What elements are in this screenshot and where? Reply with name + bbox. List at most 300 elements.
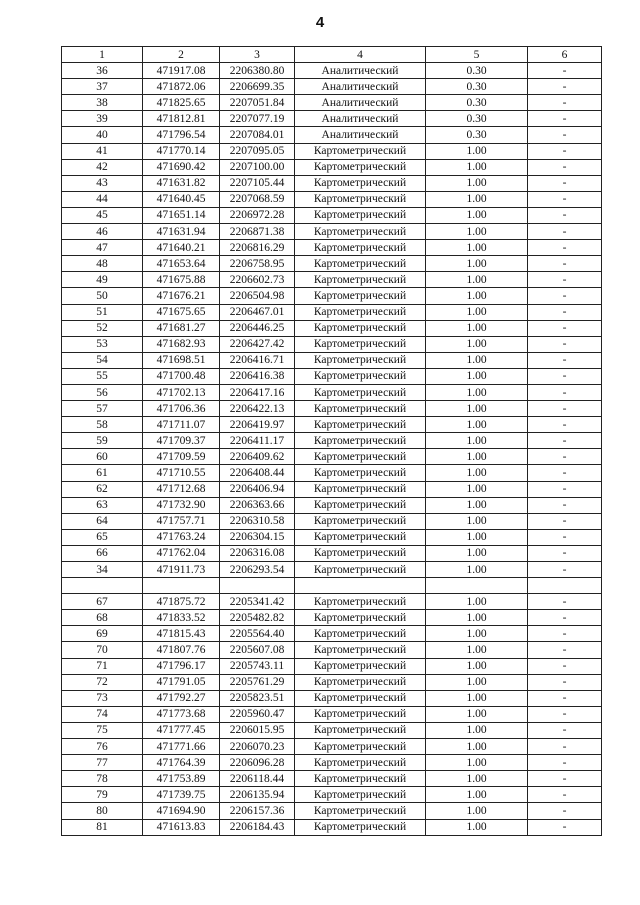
note-cell: - bbox=[528, 545, 602, 561]
y-coordinate-cell: 2206408.44 bbox=[220, 465, 295, 481]
table-row bbox=[62, 433, 602, 449]
point-number-cell: 55 bbox=[62, 368, 143, 384]
page-number: 4 bbox=[315, 14, 325, 31]
method-cell: Картометрический bbox=[295, 626, 426, 642]
x-coordinate-cell: 471709.59 bbox=[143, 449, 220, 465]
accuracy-cell: 1.00 bbox=[426, 401, 528, 417]
note-cell: - bbox=[528, 111, 602, 127]
method-cell: Картометрический bbox=[295, 529, 426, 545]
x-coordinate-cell: 471833.52 bbox=[143, 610, 220, 626]
method-cell: Картометрический bbox=[295, 594, 426, 610]
note-cell: - bbox=[528, 610, 602, 626]
point-number-cell: 47 bbox=[62, 240, 143, 256]
accuracy-cell: 1.00 bbox=[426, 288, 528, 304]
table-row bbox=[62, 352, 602, 368]
table-row bbox=[62, 401, 602, 417]
y-coordinate-cell: 2206157.36 bbox=[220, 803, 295, 819]
point-number-cell: 61 bbox=[62, 465, 143, 481]
y-coordinate-cell: 2206096.28 bbox=[220, 755, 295, 771]
method-cell: Картометрический bbox=[295, 143, 426, 159]
y-coordinate-cell: 2205960.47 bbox=[220, 706, 295, 722]
accuracy-cell: 1.00 bbox=[426, 304, 528, 320]
column-header: 1 bbox=[62, 47, 143, 63]
method-cell: Картометрический bbox=[295, 224, 426, 240]
method-cell: Картометрический bbox=[295, 771, 426, 787]
note-cell: - bbox=[528, 272, 602, 288]
x-coordinate-cell: 471710.55 bbox=[143, 465, 220, 481]
note-cell: - bbox=[528, 143, 602, 159]
accuracy-cell: 1.00 bbox=[426, 642, 528, 658]
accuracy-cell: 0.30 bbox=[426, 63, 528, 79]
accuracy-cell: 1.00 bbox=[426, 175, 528, 191]
x-coordinate-cell: 471773.68 bbox=[143, 706, 220, 722]
method-cell: Картометрический bbox=[295, 706, 426, 722]
accuracy-cell: 1.00 bbox=[426, 336, 528, 352]
y-coordinate-cell: 2206015.95 bbox=[220, 722, 295, 738]
accuracy-cell: 1.00 bbox=[426, 191, 528, 207]
x-coordinate-cell: 471682.93 bbox=[143, 336, 220, 352]
table-row bbox=[62, 111, 602, 127]
y-coordinate-cell: 2205823.51 bbox=[220, 690, 295, 706]
point-number-cell: 73 bbox=[62, 690, 143, 706]
table-row bbox=[62, 207, 602, 223]
point-number-cell: 42 bbox=[62, 159, 143, 175]
method-cell: Картометрический bbox=[295, 401, 426, 417]
table-row bbox=[62, 63, 602, 79]
note-cell: - bbox=[528, 336, 602, 352]
x-coordinate-cell: 471763.24 bbox=[143, 529, 220, 545]
x-coordinate-cell: 471712.68 bbox=[143, 481, 220, 497]
point-number-cell: 40 bbox=[62, 127, 143, 143]
x-coordinate-cell: 471757.71 bbox=[143, 513, 220, 529]
y-coordinate-cell: 2207084.01 bbox=[220, 127, 295, 143]
note-cell: - bbox=[528, 771, 602, 787]
note-cell: - bbox=[528, 159, 602, 175]
note-cell: - bbox=[528, 256, 602, 272]
table-row bbox=[62, 95, 602, 111]
y-coordinate-cell: 2206310.58 bbox=[220, 513, 295, 529]
table-row bbox=[62, 417, 602, 433]
table-row bbox=[62, 739, 602, 755]
note-cell: - bbox=[528, 706, 602, 722]
point-number-cell: 52 bbox=[62, 320, 143, 336]
accuracy-cell: 1.00 bbox=[426, 594, 528, 610]
table-row bbox=[62, 658, 602, 674]
accuracy-cell: 0.30 bbox=[426, 111, 528, 127]
y-coordinate-cell: 2206419.97 bbox=[220, 417, 295, 433]
note-cell: - bbox=[528, 175, 602, 191]
y-coordinate-cell: 2206699.35 bbox=[220, 79, 295, 95]
table-row bbox=[62, 610, 602, 626]
point-number-cell: 50 bbox=[62, 288, 143, 304]
point-number-cell: 74 bbox=[62, 706, 143, 722]
x-coordinate-cell: 471732.90 bbox=[143, 497, 220, 513]
note-cell: - bbox=[528, 642, 602, 658]
point-number-cell: 49 bbox=[62, 272, 143, 288]
accuracy-cell: 1.00 bbox=[426, 690, 528, 706]
note-cell: - bbox=[528, 497, 602, 513]
y-coordinate-cell: 2206504.98 bbox=[220, 288, 295, 304]
method-cell: Картометрический bbox=[295, 256, 426, 272]
point-number-cell: 70 bbox=[62, 642, 143, 658]
accuracy-cell: 1.00 bbox=[426, 610, 528, 626]
table-row bbox=[62, 819, 602, 835]
method-cell: Картометрический bbox=[295, 658, 426, 674]
accuracy-cell: 1.00 bbox=[426, 658, 528, 674]
point-number-cell: 48 bbox=[62, 256, 143, 272]
point-number-cell: 76 bbox=[62, 739, 143, 755]
point-number-cell: 60 bbox=[62, 449, 143, 465]
note-cell: - bbox=[528, 449, 602, 465]
point-number-cell: 45 bbox=[62, 207, 143, 223]
method-cell: Картометрический bbox=[295, 481, 426, 497]
x-coordinate-cell: 471872.06 bbox=[143, 79, 220, 95]
column-header: 2 bbox=[143, 47, 220, 63]
y-coordinate-cell: 2206316.08 bbox=[220, 545, 295, 561]
point-number-cell: 56 bbox=[62, 384, 143, 400]
method-cell: Картометрический bbox=[295, 304, 426, 320]
accuracy-cell: 1.00 bbox=[426, 143, 528, 159]
point-number-cell: 54 bbox=[62, 352, 143, 368]
accuracy-cell bbox=[426, 578, 528, 594]
accuracy-cell: 1.00 bbox=[426, 240, 528, 256]
point-number-cell: 62 bbox=[62, 481, 143, 497]
method-cell: Картометрический bbox=[295, 755, 426, 771]
method-cell: Картометрический bbox=[295, 674, 426, 690]
x-coordinate-cell: 471777.45 bbox=[143, 722, 220, 738]
x-coordinate-cell: 471875.72 bbox=[143, 594, 220, 610]
y-coordinate-cell: 2206184.43 bbox=[220, 819, 295, 835]
accuracy-cell: 1.00 bbox=[426, 562, 528, 578]
note-cell: - bbox=[528, 417, 602, 433]
note-cell: - bbox=[528, 352, 602, 368]
method-cell: Картометрический bbox=[295, 240, 426, 256]
table-row bbox=[62, 722, 602, 738]
note-cell: - bbox=[528, 240, 602, 256]
method-cell: Картометрический bbox=[295, 175, 426, 191]
y-coordinate-cell: 2205761.29 bbox=[220, 674, 295, 690]
accuracy-cell: 1.00 bbox=[426, 819, 528, 835]
note-cell: - bbox=[528, 690, 602, 706]
x-coordinate-cell: 471676.21 bbox=[143, 288, 220, 304]
y-coordinate-cell: 2206304.15 bbox=[220, 529, 295, 545]
table-row bbox=[62, 497, 602, 513]
y-coordinate-cell: 2206118.44 bbox=[220, 771, 295, 787]
note-cell: - bbox=[528, 224, 602, 240]
y-coordinate-cell: 2206411.17 bbox=[220, 433, 295, 449]
note-cell: - bbox=[528, 320, 602, 336]
point-number-cell: 69 bbox=[62, 626, 143, 642]
accuracy-cell: 1.00 bbox=[426, 465, 528, 481]
table-row bbox=[62, 465, 602, 481]
method-cell: Картометрический bbox=[295, 368, 426, 384]
note-cell: - bbox=[528, 127, 602, 143]
y-coordinate-cell: 2206446.25 bbox=[220, 320, 295, 336]
x-coordinate-cell: 471762.04 bbox=[143, 545, 220, 561]
x-coordinate-cell: 471651.14 bbox=[143, 207, 220, 223]
method-cell: Картометрический bbox=[295, 417, 426, 433]
column-header: 5 bbox=[426, 47, 528, 63]
y-coordinate-cell: 2206380.80 bbox=[220, 63, 295, 79]
point-number-cell: 65 bbox=[62, 529, 143, 545]
x-coordinate-cell: 471771.66 bbox=[143, 739, 220, 755]
table-body bbox=[62, 63, 602, 836]
method-cell: Картометрический bbox=[295, 562, 426, 578]
accuracy-cell: 1.00 bbox=[426, 368, 528, 384]
y-coordinate-cell: 2205564.40 bbox=[220, 626, 295, 642]
y-coordinate-cell: 2206871.38 bbox=[220, 224, 295, 240]
x-coordinate-cell: 471631.82 bbox=[143, 175, 220, 191]
table-row bbox=[62, 706, 602, 722]
y-coordinate-cell: 2207077.19 bbox=[220, 111, 295, 127]
note-cell: - bbox=[528, 191, 602, 207]
point-number-cell: 57 bbox=[62, 401, 143, 417]
note-cell: - bbox=[528, 819, 602, 835]
method-cell: Картометрический bbox=[295, 610, 426, 626]
x-coordinate-cell: 471706.36 bbox=[143, 401, 220, 417]
table-row bbox=[62, 191, 602, 207]
method-cell: Картометрический bbox=[295, 642, 426, 658]
accuracy-cell: 1.00 bbox=[426, 224, 528, 240]
accuracy-cell: 1.00 bbox=[426, 352, 528, 368]
note-cell: - bbox=[528, 594, 602, 610]
y-coordinate-cell: 2206293.54 bbox=[220, 562, 295, 578]
note-cell: - bbox=[528, 63, 602, 79]
x-coordinate-cell: 471796.54 bbox=[143, 127, 220, 143]
x-coordinate-cell: 471711.07 bbox=[143, 417, 220, 433]
y-coordinate-cell: 2207105.44 bbox=[220, 175, 295, 191]
note-cell: - bbox=[528, 513, 602, 529]
accuracy-cell: 1.00 bbox=[426, 739, 528, 755]
y-coordinate-cell: 2207051.84 bbox=[220, 95, 295, 111]
accuracy-cell: 1.00 bbox=[426, 529, 528, 545]
point-number-cell: 44 bbox=[62, 191, 143, 207]
y-coordinate-cell: 2206409.62 bbox=[220, 449, 295, 465]
accuracy-cell: 1.00 bbox=[426, 706, 528, 722]
note-cell: - bbox=[528, 368, 602, 384]
table-row bbox=[62, 288, 602, 304]
note-cell: - bbox=[528, 384, 602, 400]
method-cell: Картометрический bbox=[295, 159, 426, 175]
note-cell: - bbox=[528, 95, 602, 111]
table-row bbox=[62, 272, 602, 288]
point-number-cell: 53 bbox=[62, 336, 143, 352]
note-cell: - bbox=[528, 755, 602, 771]
x-coordinate-cell: 471739.75 bbox=[143, 787, 220, 803]
table-row bbox=[62, 159, 602, 175]
note-cell: - bbox=[528, 803, 602, 819]
table-row bbox=[62, 529, 602, 545]
coordinates-table bbox=[61, 46, 602, 836]
method-cell: Картометрический bbox=[295, 465, 426, 481]
column-header: 3 bbox=[220, 47, 295, 63]
table-row bbox=[62, 143, 602, 159]
method-cell: Аналитический bbox=[295, 63, 426, 79]
y-coordinate-cell: 2205743.11 bbox=[220, 658, 295, 674]
accuracy-cell: 1.00 bbox=[426, 159, 528, 175]
method-cell: Картометрический bbox=[295, 739, 426, 755]
accuracy-cell: 1.00 bbox=[426, 384, 528, 400]
table-header-row bbox=[62, 47, 602, 63]
x-coordinate-cell: 471613.83 bbox=[143, 819, 220, 835]
method-cell: Картометрический bbox=[295, 207, 426, 223]
y-coordinate-cell: 2205482.82 bbox=[220, 610, 295, 626]
table-row bbox=[62, 594, 602, 610]
table-row bbox=[62, 449, 602, 465]
accuracy-cell: 1.00 bbox=[426, 722, 528, 738]
accuracy-cell: 1.00 bbox=[426, 787, 528, 803]
point-number-cell: 58 bbox=[62, 417, 143, 433]
x-coordinate-cell: 471694.90 bbox=[143, 803, 220, 819]
method-cell: Картометрический bbox=[295, 449, 426, 465]
accuracy-cell: 1.00 bbox=[426, 513, 528, 529]
x-coordinate-cell: 471764.39 bbox=[143, 755, 220, 771]
note-cell: - bbox=[528, 658, 602, 674]
x-coordinate-cell: 471709.37 bbox=[143, 433, 220, 449]
x-coordinate-cell: 471640.21 bbox=[143, 240, 220, 256]
method-cell bbox=[295, 578, 426, 594]
method-cell: Картометрический bbox=[295, 320, 426, 336]
method-cell: Картометрический bbox=[295, 803, 426, 819]
note-cell: - bbox=[528, 207, 602, 223]
x-coordinate-cell: 471700.48 bbox=[143, 368, 220, 384]
y-coordinate-cell: 2206417.16 bbox=[220, 384, 295, 400]
note-cell: - bbox=[528, 739, 602, 755]
method-cell: Картометрический bbox=[295, 384, 426, 400]
y-coordinate-cell: 2206602.73 bbox=[220, 272, 295, 288]
table-row bbox=[62, 175, 602, 191]
point-number-cell: 46 bbox=[62, 224, 143, 240]
accuracy-cell: 1.00 bbox=[426, 207, 528, 223]
method-cell: Картометрический bbox=[295, 722, 426, 738]
accuracy-cell: 1.00 bbox=[426, 771, 528, 787]
note-cell: - bbox=[528, 722, 602, 738]
x-coordinate-cell: 471681.27 bbox=[143, 320, 220, 336]
x-coordinate-cell: 471812.81 bbox=[143, 111, 220, 127]
method-cell: Картометрический bbox=[295, 497, 426, 513]
x-coordinate-cell: 471770.14 bbox=[143, 143, 220, 159]
point-number-cell: 43 bbox=[62, 175, 143, 191]
accuracy-cell: 1.00 bbox=[426, 545, 528, 561]
table-row bbox=[62, 578, 602, 594]
method-cell: Картометрический bbox=[295, 433, 426, 449]
accuracy-cell: 1.00 bbox=[426, 803, 528, 819]
x-coordinate-cell: 471791.05 bbox=[143, 674, 220, 690]
table-row bbox=[62, 240, 602, 256]
note-cell: - bbox=[528, 787, 602, 803]
point-number-cell: 79 bbox=[62, 787, 143, 803]
table-row bbox=[62, 562, 602, 578]
table-row bbox=[62, 127, 602, 143]
point-number-cell: 36 bbox=[62, 63, 143, 79]
y-coordinate-cell: 2205341.42 bbox=[220, 594, 295, 610]
x-coordinate-cell: 471675.88 bbox=[143, 272, 220, 288]
note-cell: - bbox=[528, 626, 602, 642]
point-number-cell: 38 bbox=[62, 95, 143, 111]
note-cell: - bbox=[528, 465, 602, 481]
method-cell: Картометрический bbox=[295, 352, 426, 368]
table-row bbox=[62, 642, 602, 658]
point-number-cell: 39 bbox=[62, 111, 143, 127]
x-coordinate-cell: 471792.27 bbox=[143, 690, 220, 706]
x-coordinate-cell: 471690.42 bbox=[143, 159, 220, 175]
method-cell: Картометрический bbox=[295, 513, 426, 529]
table-row bbox=[62, 368, 602, 384]
accuracy-cell: 1.00 bbox=[426, 417, 528, 433]
x-coordinate-cell: 471698.51 bbox=[143, 352, 220, 368]
x-coordinate-cell: 471825.65 bbox=[143, 95, 220, 111]
accuracy-cell: 1.00 bbox=[426, 449, 528, 465]
x-coordinate-cell: 471640.45 bbox=[143, 191, 220, 207]
method-cell: Картометрический bbox=[295, 819, 426, 835]
method-cell: Аналитический bbox=[295, 111, 426, 127]
note-cell: - bbox=[528, 562, 602, 578]
table-row bbox=[62, 384, 602, 400]
y-coordinate-cell: 2206467.01 bbox=[220, 304, 295, 320]
note-cell: - bbox=[528, 674, 602, 690]
table-row bbox=[62, 545, 602, 561]
method-cell: Картометрический bbox=[295, 336, 426, 352]
accuracy-cell: 1.00 bbox=[426, 272, 528, 288]
accuracy-cell: 1.00 bbox=[426, 674, 528, 690]
point-number-cell: 64 bbox=[62, 513, 143, 529]
y-coordinate-cell: 2205607.08 bbox=[220, 642, 295, 658]
point-number-cell: 67 bbox=[62, 594, 143, 610]
table-row bbox=[62, 803, 602, 819]
point-number-cell: 72 bbox=[62, 674, 143, 690]
point-number-cell: 77 bbox=[62, 755, 143, 771]
table-row bbox=[62, 304, 602, 320]
point-number-cell: 41 bbox=[62, 143, 143, 159]
x-coordinate-cell: 471675.65 bbox=[143, 304, 220, 320]
y-coordinate-cell: 2206416.38 bbox=[220, 368, 295, 384]
method-cell: Аналитический bbox=[295, 127, 426, 143]
x-coordinate-cell: 471753.89 bbox=[143, 771, 220, 787]
accuracy-cell: 0.30 bbox=[426, 127, 528, 143]
accuracy-cell: 1.00 bbox=[426, 497, 528, 513]
y-coordinate-cell: 2206972.28 bbox=[220, 207, 295, 223]
y-coordinate-cell: 2207100.00 bbox=[220, 159, 295, 175]
y-coordinate-cell: 2206135.94 bbox=[220, 787, 295, 803]
accuracy-cell: 1.00 bbox=[426, 320, 528, 336]
y-coordinate-cell: 2207095.05 bbox=[220, 143, 295, 159]
table-row bbox=[62, 626, 602, 642]
column-header: 4 bbox=[295, 47, 426, 63]
table-row bbox=[62, 690, 602, 706]
method-cell: Картометрический bbox=[295, 191, 426, 207]
table-row bbox=[62, 79, 602, 95]
table-row bbox=[62, 481, 602, 497]
point-number-cell: 71 bbox=[62, 658, 143, 674]
column-header: 6 bbox=[528, 47, 602, 63]
y-coordinate-cell: 2206363.66 bbox=[220, 497, 295, 513]
note-cell: - bbox=[528, 288, 602, 304]
accuracy-cell: 0.30 bbox=[426, 79, 528, 95]
point-number-cell: 75 bbox=[62, 722, 143, 738]
note-cell: - bbox=[528, 304, 602, 320]
point-number-cell: 80 bbox=[62, 803, 143, 819]
accuracy-cell: 1.00 bbox=[426, 433, 528, 449]
note-cell: - bbox=[528, 481, 602, 497]
table-row bbox=[62, 224, 602, 240]
table-row bbox=[62, 336, 602, 352]
point-number-cell: 81 bbox=[62, 819, 143, 835]
method-cell: Картометрический bbox=[295, 690, 426, 706]
method-cell: Картометрический bbox=[295, 787, 426, 803]
note-cell: - bbox=[528, 433, 602, 449]
point-number-cell: 34 bbox=[62, 562, 143, 578]
accuracy-cell: 1.00 bbox=[426, 626, 528, 642]
